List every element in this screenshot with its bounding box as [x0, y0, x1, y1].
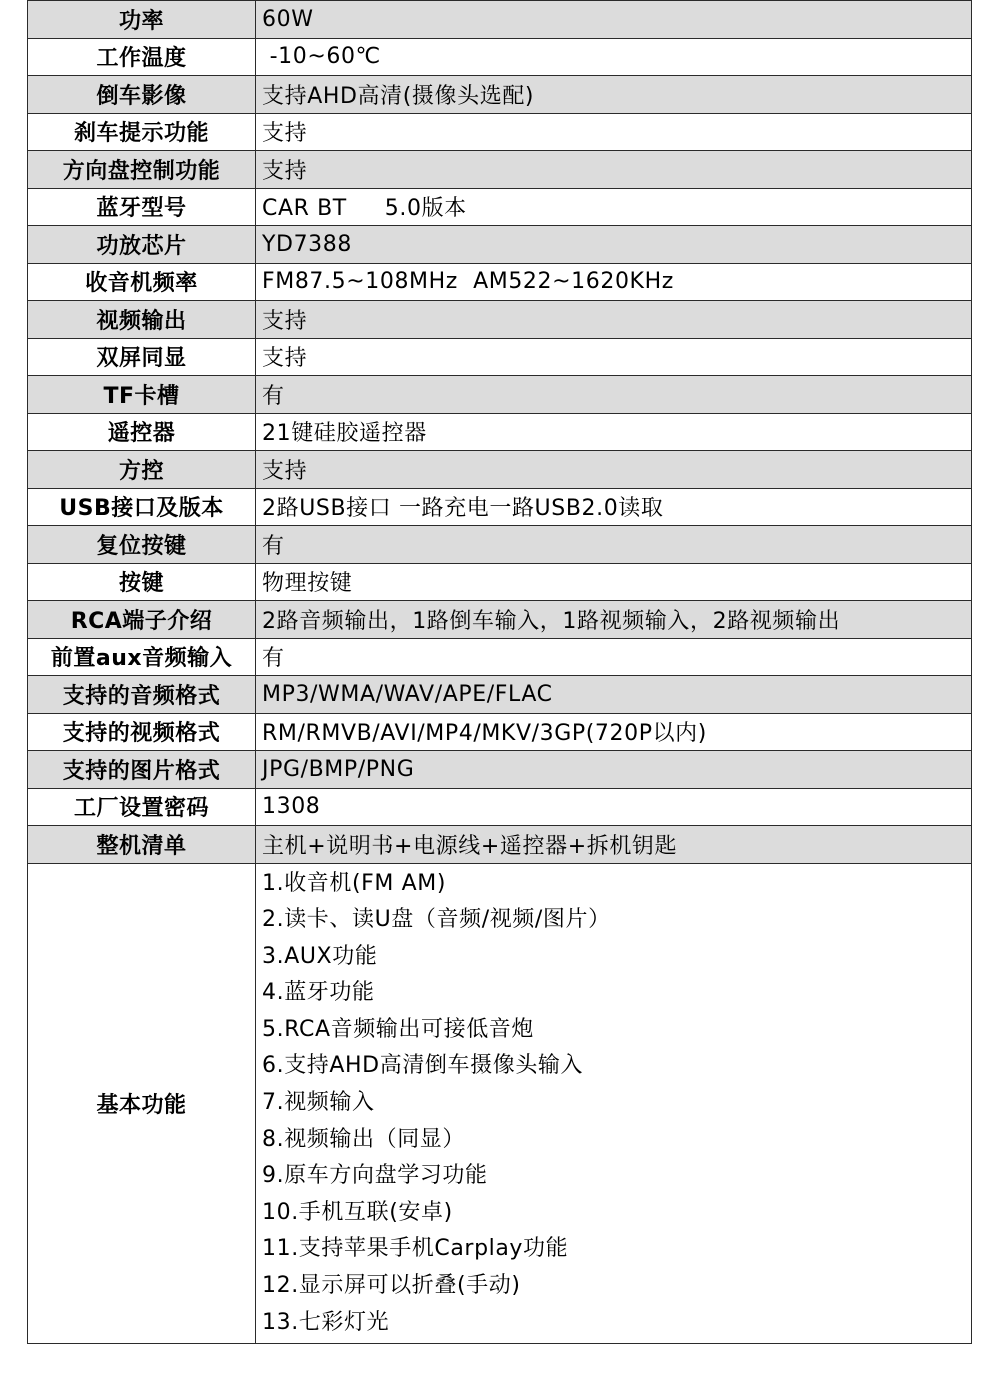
spec-row — [28, 751, 972, 789]
spec-row — [28, 38, 972, 76]
spec-label: 工作温度 — [28, 38, 256, 76]
spec-row — [28, 676, 972, 714]
spec-value: MP3/WMA/WAV/APE/FLAC — [262, 681, 553, 707]
spec-label: 遥控器 — [28, 413, 256, 451]
spec-label: 视频输出 — [28, 301, 256, 339]
feature-item: 11.支持苹果手机Carplay功能 — [262, 1236, 569, 1262]
spec-label: 功放芯片 — [28, 226, 256, 264]
spec-label: 工厂设置密码 — [28, 788, 256, 826]
spec-label: 整机清单 — [28, 826, 256, 864]
spec-value: 支持 — [262, 121, 308, 147]
spec-label: 支持的图片格式 — [28, 751, 256, 789]
spec-label: 蓝牙型号 — [28, 188, 256, 226]
spec-value-cell — [256, 76, 972, 114]
spec-label: 支持的视频格式 — [28, 713, 256, 751]
spec-label: 基本功能 — [28, 863, 256, 1344]
spec-row — [28, 638, 972, 676]
spec-value-cell — [256, 338, 972, 376]
spec-value-cell — [256, 488, 972, 526]
spec-row — [28, 713, 972, 751]
spec-value: 60W — [262, 6, 314, 32]
spec-value-cell — [256, 413, 972, 451]
spec-value: CAR BT 5.0版本 — [262, 196, 467, 222]
spec-value-cell — [256, 38, 972, 76]
spec-value-cell — [256, 563, 972, 601]
spec-value: 支持 — [262, 346, 308, 372]
spec-value-cell — [256, 1, 972, 39]
spec-value: 支持 — [262, 308, 308, 334]
spec-value: 2路USB接口 一路充电一路USB2.0读取 — [262, 496, 664, 522]
spec-value-cell — [256, 601, 972, 639]
spec-row — [28, 788, 972, 826]
spec-value-cell — [256, 451, 972, 489]
spec-row — [28, 226, 972, 264]
spec-label: 倒车影像 — [28, 76, 256, 114]
spec-value: 21键硅胶遥控器 — [262, 421, 427, 447]
spec-value-cell — [256, 301, 972, 339]
spec-value: 2路音频输出，1路倒车输入，1路视频输入，2路视频输出 — [262, 608, 841, 634]
spec-value: -10~60℃ — [262, 44, 381, 70]
spec-value: 有 — [262, 533, 285, 559]
spec-row — [28, 1, 972, 39]
spec-label: 按键 — [28, 563, 256, 601]
feature-item: 6.支持AHD高清倒车摄像头输入 — [262, 1053, 584, 1079]
spec-label: 前置aux音频输入 — [28, 638, 256, 676]
spec-value: 有 — [262, 383, 285, 409]
feature-item: 8.视频输出（同显） — [262, 1126, 465, 1152]
feature-item: 3.AUX功能 — [262, 943, 378, 969]
spec-label: 支持的音频格式 — [28, 676, 256, 714]
feature-item: 13.七彩灯光 — [262, 1309, 390, 1335]
spec-row — [28, 488, 972, 526]
spec-label: 方向盘控制功能 — [28, 151, 256, 189]
spec-value-cell — [256, 638, 972, 676]
spec-row — [28, 826, 972, 864]
spec-row — [28, 263, 972, 301]
spec-label: RCA端子介绍 — [28, 601, 256, 639]
spec-value-cell — [256, 188, 972, 226]
spec-value: 支持 — [262, 158, 308, 184]
feature-list — [256, 863, 972, 1344]
spec-value-cell — [256, 713, 972, 751]
spec-row — [28, 76, 972, 114]
spec-value-cell — [256, 751, 972, 789]
feature-item: 2.读卡、读U盘（音频/视频/图片） — [262, 907, 611, 933]
spec-value-cell — [256, 113, 972, 151]
spec-label: TF卡槽 — [28, 376, 256, 414]
spec-row — [28, 301, 972, 339]
spec-row — [28, 376, 972, 414]
spec-table — [27, 0, 972, 1344]
feature-item: 1.收音机(FM AM) — [262, 870, 447, 896]
spec-row — [28, 151, 972, 189]
spec-value-cell — [256, 676, 972, 714]
spec-label: 功率 — [28, 1, 256, 39]
spec-value: 支持AHD高清(摄像头选配) — [262, 83, 535, 109]
spec-value-cell — [256, 376, 972, 414]
spec-row — [28, 601, 972, 639]
spec-table-body — [28, 1, 972, 1344]
spec-value: 有 — [262, 646, 285, 672]
spec-value: 物理按键 — [262, 571, 353, 597]
spec-row-features — [28, 863, 972, 1344]
spec-row — [28, 188, 972, 226]
spec-value-cell — [256, 151, 972, 189]
spec-label: 收音机频率 — [28, 263, 256, 301]
spec-value: RM/RMVB/AVI/MP4/MKV/3GP(720P以内) — [262, 721, 707, 747]
spec-row — [28, 526, 972, 564]
spec-row — [28, 563, 972, 601]
spec-value: 主机+说明书+电源线+遥控器+拆机钥匙 — [262, 833, 678, 859]
spec-row — [28, 113, 972, 151]
feature-item: 4.蓝牙功能 — [262, 980, 375, 1006]
spec-value: YD7388 — [262, 231, 352, 257]
spec-value-cell — [256, 826, 972, 864]
spec-value-cell — [256, 226, 972, 264]
spec-label: USB接口及版本 — [28, 488, 256, 526]
spec-value-cell — [256, 526, 972, 564]
spec-value-cell — [256, 788, 972, 826]
spec-value: 1308 — [262, 794, 321, 820]
spec-value: 支持 — [262, 458, 308, 484]
spec-label: 方控 — [28, 451, 256, 489]
spec-label: 复位按键 — [28, 526, 256, 564]
spec-value: FM87.5~108MHz AM522~1620KHz — [262, 269, 674, 295]
feature-item: 7.视频输入 — [262, 1090, 375, 1116]
spec-row — [28, 413, 972, 451]
spec-row — [28, 338, 972, 376]
feature-item: 5.RCA音频输出可接低音炮 — [262, 1016, 534, 1042]
spec-label: 刹车提示功能 — [28, 113, 256, 151]
spec-value: JPG/BMP/PNG — [262, 756, 415, 782]
spec-label: 双屏同显 — [28, 338, 256, 376]
feature-item: 10.手机互联(安卓) — [262, 1199, 453, 1225]
spec-row — [28, 451, 972, 489]
feature-item: 12.显示屏可以折叠(手动) — [262, 1273, 521, 1299]
feature-item: 9.原车方向盘学习功能 — [262, 1163, 488, 1189]
spec-value-cell — [256, 263, 972, 301]
